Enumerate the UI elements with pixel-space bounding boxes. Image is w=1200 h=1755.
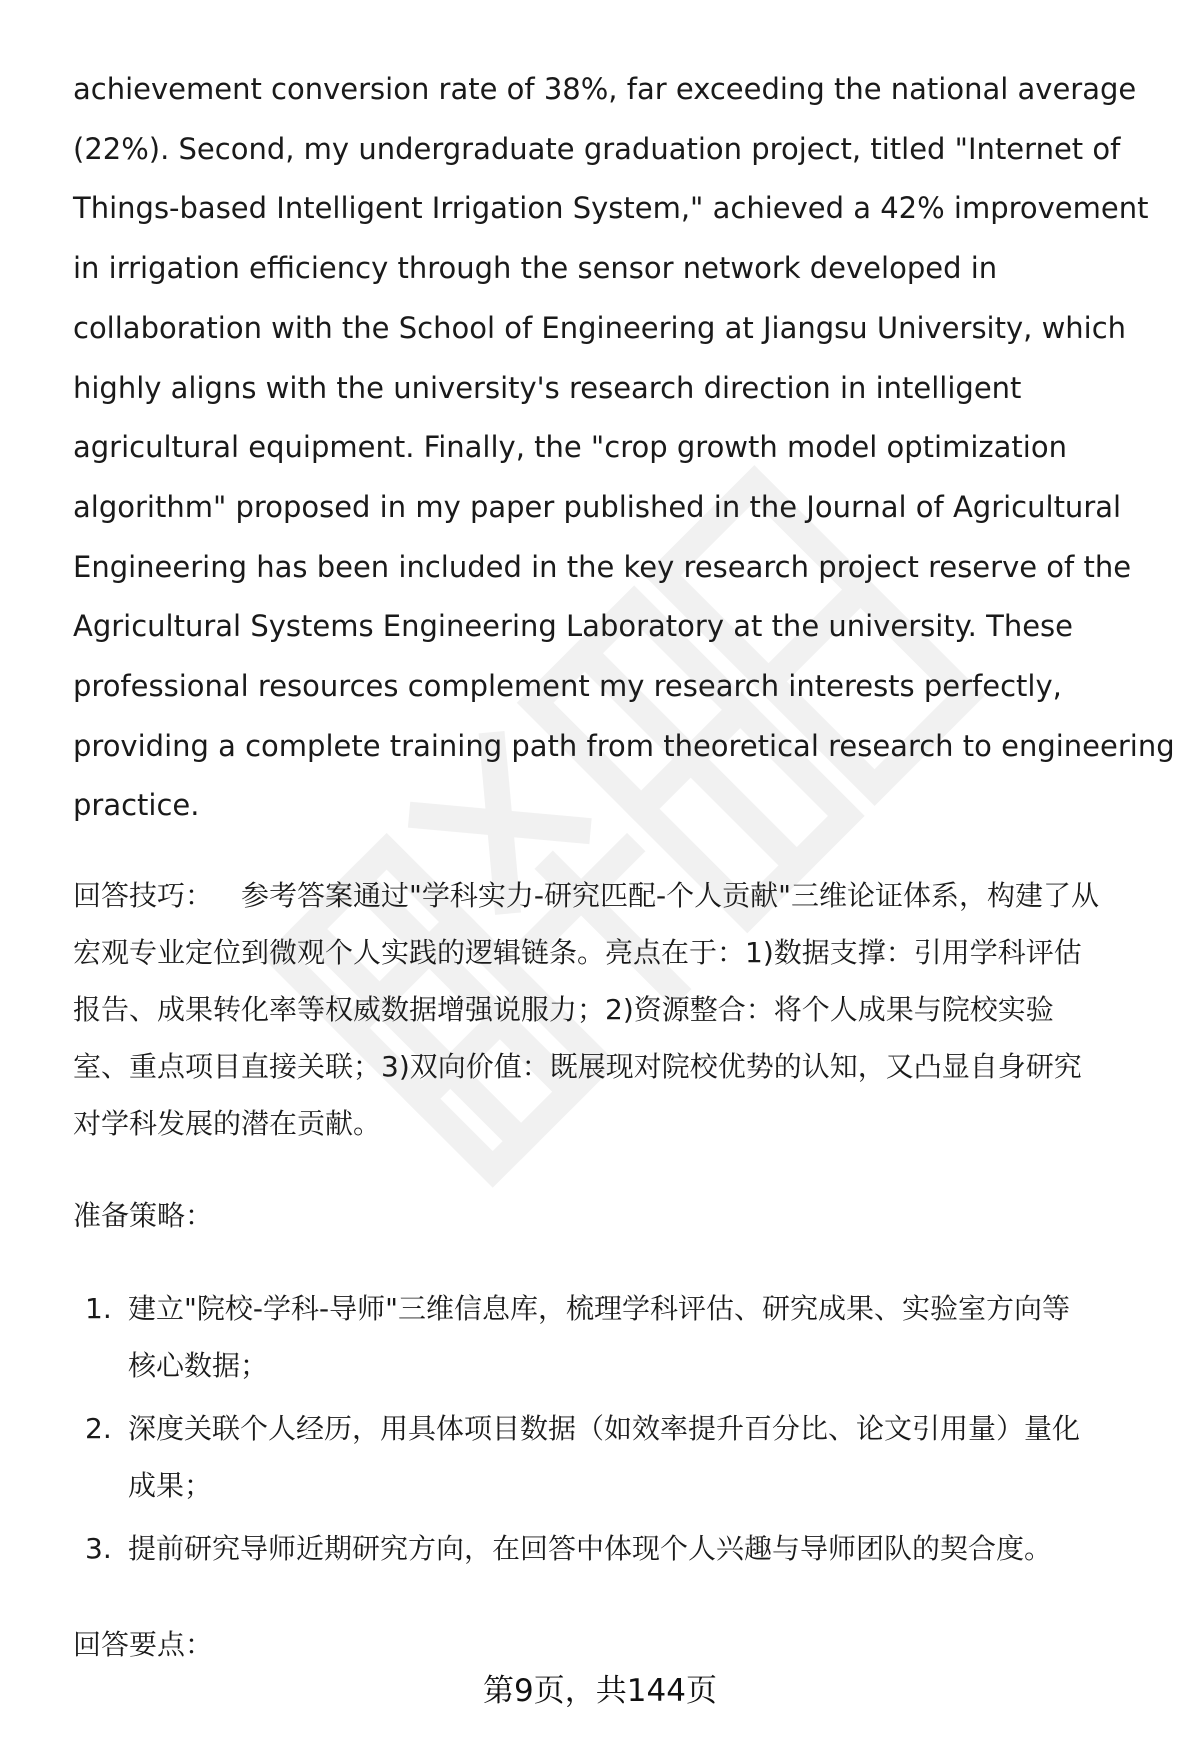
answer-tips-line: 宏观专业定位到微观个人实践的逻辑链条。亮点在于：1)数据支撑：引用学科评估 bbox=[73, 936, 1082, 970]
paragraph-line: providing a complete training path from theoretical research to engineering bbox=[73, 728, 1175, 763]
page-content bbox=[73, 60, 1175, 1673]
answer-tips-line: 室、重点项目直接关联；3)双向价值：既展现对院校优势的认知，又凸显自身研究 bbox=[73, 1050, 1082, 1084]
paragraph-line: Engineering has been included in the key research project reserve of the bbox=[73, 549, 1132, 584]
answer-tips-text: 参考答案通过"学科实力-研究匹配-个人贡献"三维论证体系，构建了从 bbox=[241, 879, 1099, 913]
list-item-text: 深度关联个人经历，用具体项目数据（如效率提升百分比、论文引用量）量化 bbox=[128, 1412, 1081, 1446]
paragraph-line: (22%). Second, my undergraduate graduation project, titled "Internet of bbox=[73, 131, 1121, 166]
list-item-text: 核心数据； bbox=[128, 1349, 269, 1383]
paragraph-line: agricultural equipment. Finally, the "crop growth model optimization bbox=[73, 430, 1067, 465]
answer-tips-paragraph bbox=[73, 867, 1163, 1152]
list-item-number: 2. bbox=[85, 1412, 112, 1446]
paragraph-line: Things-based Intelligent Irrigation System," achieved a 42% improvement bbox=[73, 191, 1149, 226]
answer-tips-first-line bbox=[73, 867, 1163, 924]
preparation-list bbox=[73, 1280, 1163, 1577]
paragraph-line: in irrigation efficiency through the sensor network developed in bbox=[73, 251, 998, 286]
list-item-number: 1. bbox=[85, 1292, 112, 1326]
answer-tips-line: 对学科发展的潜在贡献。 bbox=[73, 1107, 382, 1141]
list-item bbox=[73, 1280, 1163, 1394]
preparation-heading: 准备策略： bbox=[73, 1199, 214, 1233]
paragraph-line: professional resources complement my research interests perfectly, bbox=[73, 669, 1062, 704]
list-item bbox=[73, 1400, 1163, 1514]
list-item-text: 成果； bbox=[128, 1469, 213, 1503]
paragraph-line: collaboration with the School of Engineering at Jiangsu University, which bbox=[73, 310, 1127, 345]
paragraph-line: algorithm" proposed in my paper published in the Journal of Agricultural bbox=[73, 489, 1122, 524]
paragraph-line: practice. bbox=[73, 788, 200, 823]
page-number: 第9页，共144页 bbox=[483, 1673, 717, 1709]
paragraph-line: Agricultural Systems Engineering Laboratory at the university. These bbox=[73, 609, 1074, 644]
answer-tips-line: 报告、成果转化率等权威数据增强说服力；2)资源整合：将个人成果与院校实验 bbox=[73, 993, 1054, 1027]
key-points-heading: 回答要点： bbox=[73, 1628, 214, 1662]
list-item-text: 建立"院校-学科-导师"三维信息库，梳理学科评估、研究成果、实验室方向等 bbox=[128, 1292, 1070, 1326]
list-item-number: 3. bbox=[85, 1532, 112, 1566]
list-item-text: 提前研究导师近期研究方向，在回答中体现个人兴趣与导师团队的契合度。 bbox=[128, 1532, 1053, 1566]
paragraph-line: achievement conversion rate of 38%, far exceeding the national average bbox=[73, 72, 1137, 106]
paragraph-line: highly aligns with the university's research direction in intelligent bbox=[73, 370, 1022, 405]
body-paragraph bbox=[73, 60, 1175, 836]
answer-tips-label: 回答技巧： bbox=[73, 879, 214, 913]
list-item bbox=[73, 1520, 1163, 1577]
